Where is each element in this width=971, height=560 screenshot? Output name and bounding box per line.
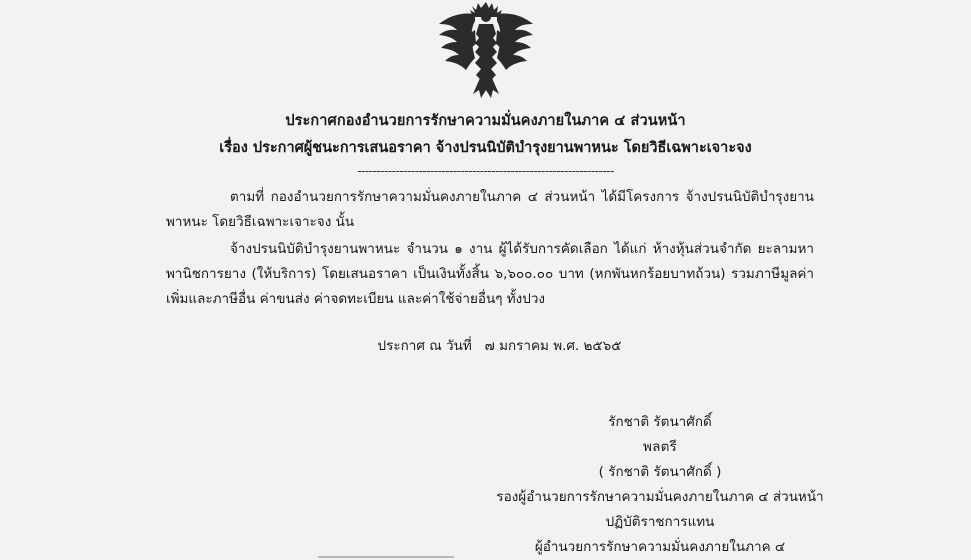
announcement-date	[0, 336, 971, 356]
signature-position-line-3: ผู้อำนวยการรักษาความมั่นคงภายในภาค ๔	[534, 539, 786, 555]
paragraph	[166, 237, 814, 312]
heading-divider: -------------------------------------------------------------------	[357, 164, 614, 178]
subject-label: เรื่อง	[219, 140, 248, 156]
signature-rank: พลตรี	[643, 439, 677, 455]
document-heading	[0, 110, 971, 180]
paragraph	[166, 185, 814, 235]
signature-name-paren: ( รักชาติ รัตนาศักดิ์ )	[598, 464, 722, 480]
signature-position-line-2: ปฏิบัติราชการแทน	[605, 514, 715, 530]
announcement-date-value: ๗ มกราคม พ.ศ. ๒๕๖๕	[484, 338, 622, 354]
announcement-date-prefix: ประกาศ ณ วันที่	[377, 338, 472, 354]
subject-text: ประกาศผู้ชนะการเสนอราคา จ้างปรนนิบัติบำรุงยานพาหนะ โดยวิธีเฉพาะเจาะจง	[252, 140, 752, 156]
document-subject-line	[0, 136, 971, 160]
paragraph-text: ตามที่ กองอำนวยการรักษาความมั่นคงภายในภาค ๔ ส่วนหน้า ได้มีโครงการ จ้างปรนนิบัติบำรุงยานพาหนะ โดยวิธีเฉพาะเจาะจง นั้น	[166, 189, 814, 230]
paragraph-text: จ้างปรนนิบัติบำรุงยานพาหนะ จำนวน ๑ งาน ผู้ได้รับการคัดเลือก ได้แก่ ห้างหุ้นส่วนจำกัด ยะลามหาพานิชการยาง (ให้บริการ) โดยเสนอราคา เป็นเงินทั้งสิ้น ๖,๖๐๐.๐๐ บาท (หกพันหกร้อยบาทถ้วน) รวมภาษีมูลค่าเพิ่มและภาษีอื่น ค่าขนส่ง ค่าจดทะเบียน และค่าใช้จ่ายอื่นๆ ทั้งปวง	[166, 241, 814, 307]
document-body	[166, 185, 814, 312]
bottom-divider	[318, 556, 454, 558]
signature-block	[430, 410, 890, 560]
signature-position-line-1: รองผู้อำนวยการรักษาความมั่นคงภายในภาค ๔ ส่วนหน้า	[496, 489, 824, 505]
signature-name: รักชาติ รัตนาศักดิ์	[608, 414, 712, 430]
page-title: ประกาศกองอำนวยการรักษาความมั่นคงภายในภาค ๔ ส่วนหน้า	[285, 113, 686, 129]
garuda-emblem	[0, 0, 971, 100]
